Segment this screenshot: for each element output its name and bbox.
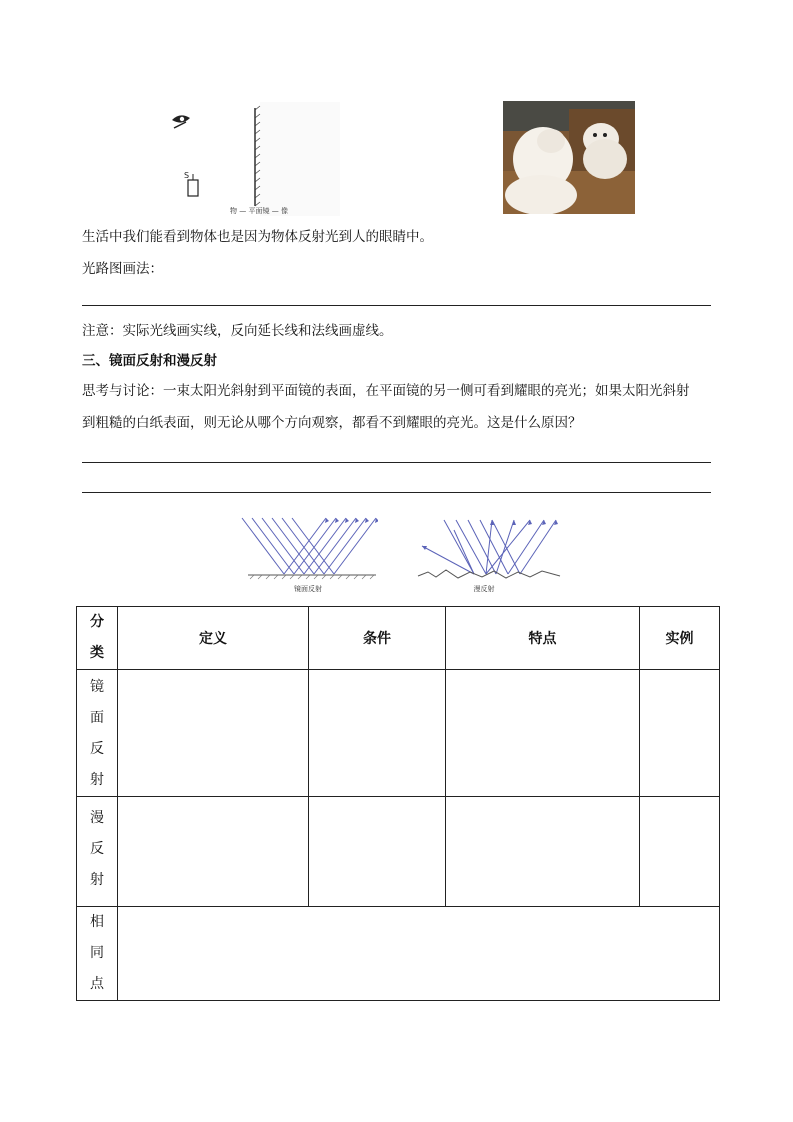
paragraph-eye-sees-reflection: 生活中我们能看到物体也是因为物体反射光到人的眼睛中。 (82, 229, 433, 245)
dog-mirror-photo (503, 101, 635, 214)
table-row-specular (77, 670, 720, 797)
object-s-label: S (184, 171, 190, 180)
discussion-line-1: 思考与讨论：一束太阳光斜射到平面镜的表面，在平面镜的另一侧可看到耀眼的亮光；如果太阳光斜射 (82, 383, 690, 399)
answer-line-3 (82, 492, 711, 493)
reflection-comparison-table (76, 606, 720, 1001)
row-label-diffuse: 漫 反 射 (77, 797, 118, 907)
specular-feature-cell[interactable] (446, 670, 640, 797)
specular-example-cell[interactable] (640, 670, 720, 797)
header-condition: 条件 (309, 607, 446, 670)
section-3-heading: 三、镜面反射和漫反射 (82, 353, 217, 369)
common-points-cell[interactable] (118, 907, 720, 1001)
mirror-diagram-caption: 物 — 平面镜 — 像 (230, 207, 288, 215)
diffuse-caption: 漫反射 (473, 585, 495, 593)
specular-caption: 镜面反射 (294, 585, 322, 593)
table-row-common (77, 907, 720, 1001)
specular-reflection-diagram (238, 512, 378, 598)
answer-line-2 (82, 462, 711, 463)
table-row-diffuse (77, 797, 720, 907)
diffuse-condition-cell[interactable] (309, 797, 446, 907)
diffuse-example-cell[interactable] (640, 797, 720, 907)
paragraph-note: 注意：实际光线画实线，反向延长线和法线画虚线。 (82, 323, 393, 339)
diffuse-definition-cell[interactable] (118, 797, 309, 907)
row-label-common: 相 同 点 (77, 907, 118, 1001)
eye-icon (172, 115, 190, 128)
header-definition: 定义 (118, 607, 309, 670)
mirror-diagram (168, 102, 342, 216)
header-category-cell: 分 类 (77, 607, 118, 670)
header-example: 实例 (640, 607, 720, 670)
diffuse-reflection-diagram (414, 512, 564, 598)
table-header-row (77, 607, 720, 670)
discussion-line-2: 到粗糙的白纸表面，则无论从哪个方向观察，都看不到耀眼的亮光。这是什么原因？ (82, 415, 582, 431)
row-label-specular: 镜 面 反 射 (77, 670, 118, 797)
paragraph-ray-diagram-method: 光路图画法： (82, 261, 163, 277)
header-feature: 特点 (446, 607, 640, 670)
specular-condition-cell[interactable] (309, 670, 446, 797)
specular-definition-cell[interactable] (118, 670, 309, 797)
diffuse-feature-cell[interactable] (446, 797, 640, 907)
answer-line-1 (82, 305, 711, 306)
object-icon (188, 174, 198, 196)
